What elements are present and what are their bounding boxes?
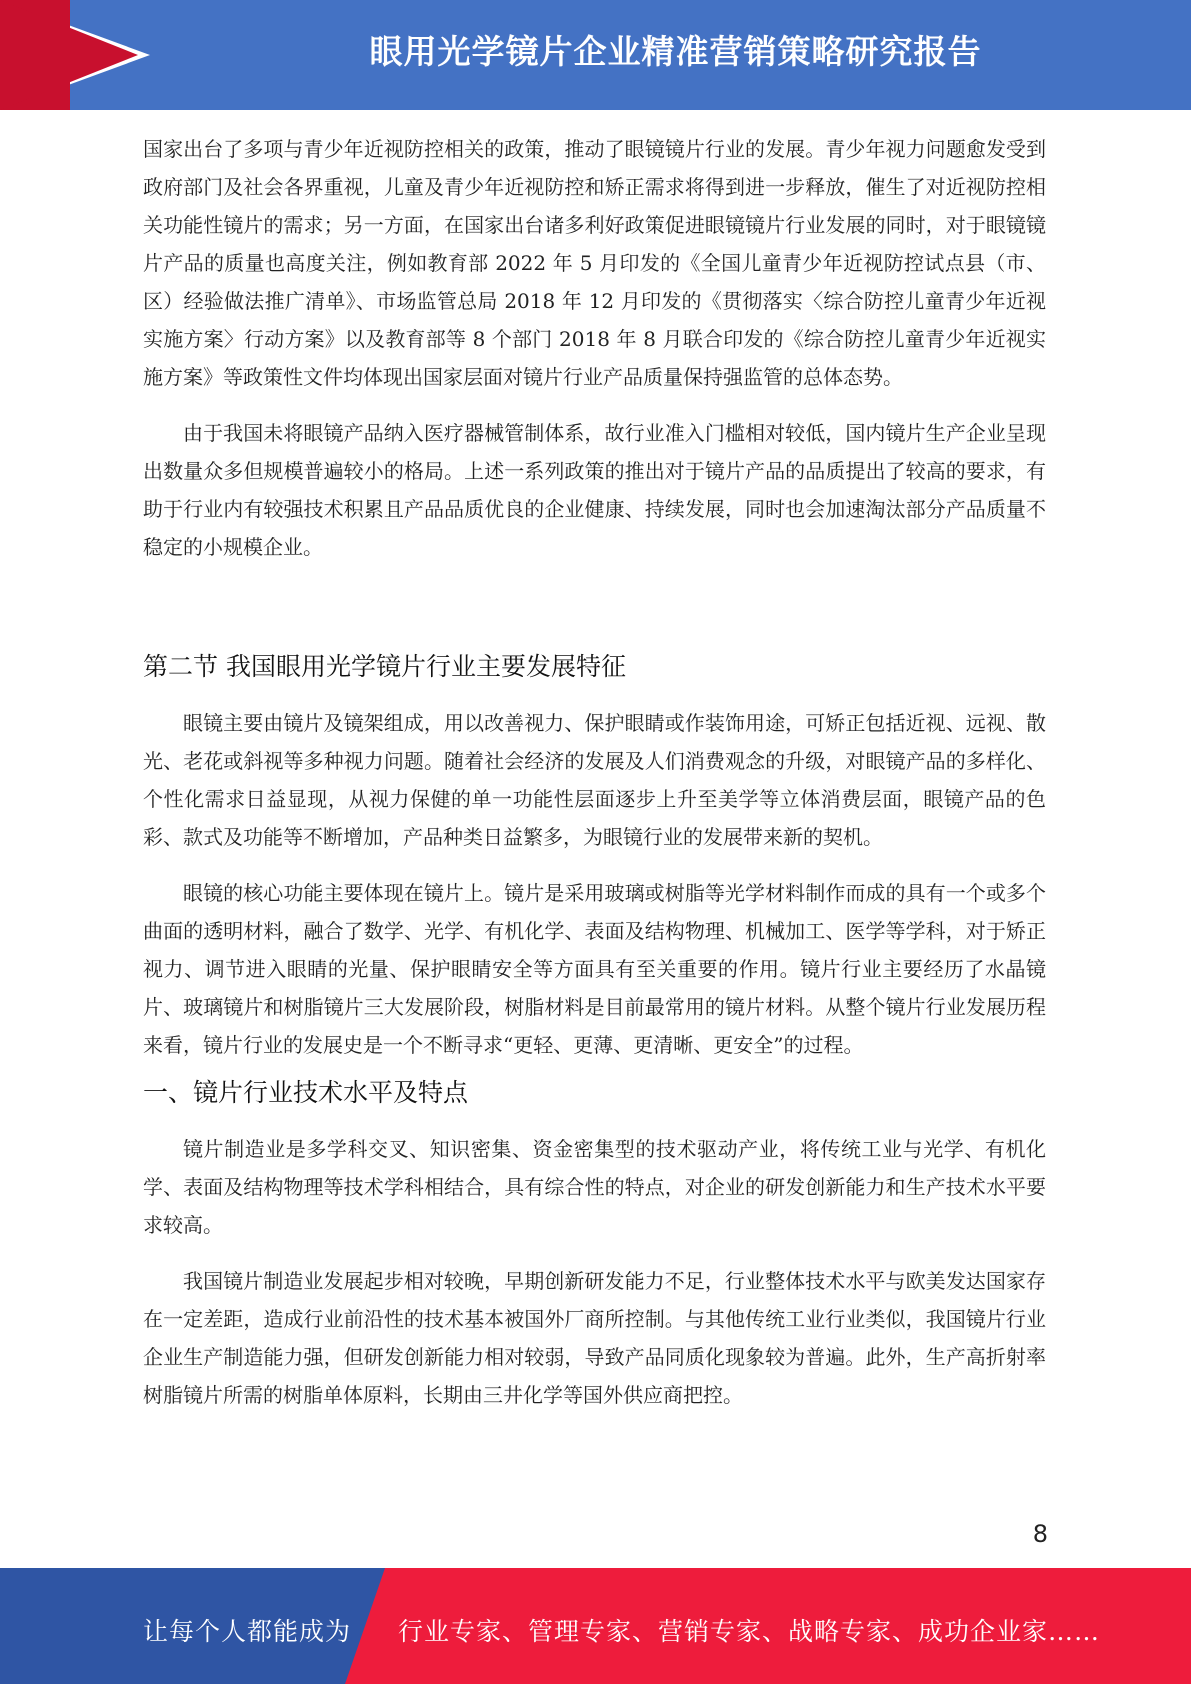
paragraph-policy: 国家出台了多项与青少年近视防控相关的政策，推动了眼镜镜片行业的发展。青少年视力问题愈发受到政府部门及社会各界重视，儿童及青少年近视防控和矫正需求将得到进一步释放，催生了对近视防控相关功能性镜片的需求；另一方面，在国家出台诸多利好政策促进眼镜镜片行业发展的同时，对于眼镜镜片产品的质量也高度关注，例如教育部 2022 年 5 月印发的《全国儿童青少年近视防控试点县（市、区）经验做法推广清单》、市场监管总局 2018 年 12 月印发的《贯彻落实〈综合防控儿童青少年近视实施方案〉行动方案》以及教育部等 8 个部门 2018 年 8 月联合印发的《综合防控儿童青少年近视实施方案》等政策性文件均体现出国家层面对镜片行业产品质量保持强监管的总体态势。 (143, 137, 1046, 389)
page-number: 8 (1032, 1520, 1048, 1548)
subsection-heading: 一、镜片行业技术水平及特点 (143, 1078, 469, 1107)
footer-slogan-left: 让每个人都能成为 (143, 1617, 352, 1646)
paragraph-industry-threshold: 由于我国未将眼镜产品纳入医疗器械管制体系，故行业准入门槛相对较低，国内镜片生产企业呈现出数量众多但规模普遍较小的格局。上述一系列政策的推出对于镜片产品的品质提出了较高的要求，有助于行业内有较强技术积累且产品品质优良的企业健康、持续发展，同时也会加速淘汰部分产品质量不稳定的小规模企业。 (143, 421, 1046, 559)
paragraph-lens-core-function: 眼镜的核心功能主要体现在镜片上。镜片是采用玻璃或树脂等光学材料制作而成的具有一个或多个曲面的透明材料，融合了数学、光学、有机化学、表面及结构物理、机械加工、医学等学科，对于矫正视力、调节进入眼睛的光量、保护眼睛安全等方面具有至关重要的作用。镜片行业主要经历了水晶镜片、玻璃镜片和树脂镜片三大发展阶段，树脂材料是目前最常用的镜片材料。从整个镜片行业发展历程来看，镜片行业的发展史是一个不断寻求“更轻、更薄、更清晰、更安全”的过程。 (143, 881, 1046, 1057)
section-heading: 第二节 我国眼用光学镜片行业主要发展特征 (143, 652, 626, 681)
footer-slogan-right: 行业专家、管理专家、营销专家、战略专家、成功企业家…… (398, 1617, 1101, 1646)
document-body (143, 130, 1046, 1414)
header-chevron-icon (0, 0, 138, 110)
paragraph-domestic-development: 我国镜片制造业发展起步相对较晚，早期创新研发能力不足，行业整体技术水平与欧美发达国家存在一定差距，造成行业前沿性的技术基本被国外厂商所控制。与其他传统工业行业类似，我国镜片行业企业生产制造能力强，但研发创新能力相对较弱，导致产品同质化现象较为普遍。此外，生产高折射率树脂镜片所需的树脂单体原料，长期由三井化学等国外供应商把控。 (143, 1269, 1046, 1407)
header-banner (0, 0, 1191, 110)
report-title: 眼用光学镜片企业精准营销策略研究报告 (369, 32, 982, 71)
footer-banner (0, 1568, 1191, 1684)
paragraph-lens-manufacturing: 镜片制造业是多学科交叉、知识密集、资金密集型的技术驱动产业，将传统工业与光学、有机化学、表面及结构物理等技术学科相结合，具有综合性的特点，对企业的研发创新能力和生产技术水平要求较高。 (143, 1137, 1046, 1237)
paragraph-glasses-composition: 眼镜主要由镜片及镜架组成，用以改善视力、保护眼睛或作装饰用途，可矫正包括近视、远视、散光、老花或斜视等多种视力问题。随着社会经济的发展及人们消费观念的升级，对眼镜产品的多样化、个性化需求日益显现，从视力保健的单一功能性层面逐步上升至美学等立体消费层面，眼镜产品的色彩、款式及功能等不断增加，产品种类日益繁多，为眼镜行业的发展带来新的契机。 (143, 711, 1046, 849)
